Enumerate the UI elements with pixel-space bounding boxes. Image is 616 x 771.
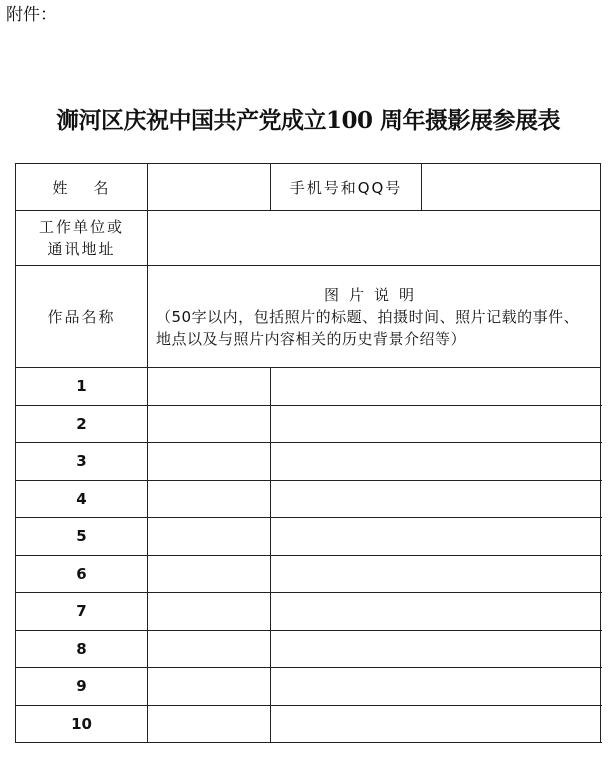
- row-number: 4: [16, 480, 148, 518]
- row-number: 7: [16, 593, 148, 631]
- phone-qq-label: 手机号和QQ号: [271, 164, 422, 211]
- table-row: [16, 668, 601, 706]
- photo-description-cell[interactable]: [271, 668, 601, 706]
- photo-description-title: 图片说明: [323, 285, 424, 304]
- phone-qq-field[interactable]: [422, 164, 601, 211]
- photo-description-cell[interactable]: [271, 555, 601, 593]
- entry-form-table: [15, 163, 601, 743]
- work-name-cell[interactable]: [148, 443, 271, 481]
- photo-description-cell[interactable]: [271, 630, 601, 668]
- photo-description-cell[interactable]: [271, 368, 601, 406]
- row-number: 8: [16, 630, 148, 668]
- table-row: [16, 480, 601, 518]
- address-label: [16, 211, 148, 266]
- table-row: [16, 443, 601, 481]
- address-field[interactable]: [148, 211, 601, 266]
- photo-description-cell[interactable]: [271, 443, 601, 481]
- work-name-cell[interactable]: [148, 518, 271, 556]
- photo-description-cell[interactable]: [271, 518, 601, 556]
- photo-description-cell[interactable]: [271, 405, 601, 443]
- work-name-cell[interactable]: [148, 668, 271, 706]
- name-label-char-1: 姓: [52, 178, 70, 197]
- page-title: 浉河区庆祝中国共产党成立100 周年摄影展参展表: [55, 107, 561, 134]
- photo-description-instructions: （50字以内，包括照片的标题、拍摄时间、照片记载的事件、地点以及与照片内容相关的历史背景介绍等）: [156, 307, 580, 348]
- work-name-cell[interactable]: [148, 405, 271, 443]
- work-name-cell[interactable]: [148, 480, 271, 518]
- name-label-char-2: 名: [93, 178, 111, 197]
- table-row: [16, 405, 601, 443]
- row-number: 6: [16, 555, 148, 593]
- work-name-header: 作品名称: [16, 266, 148, 368]
- work-name-cell[interactable]: [148, 368, 271, 406]
- photo-description-cell[interactable]: [271, 480, 601, 518]
- row-number: 3: [16, 443, 148, 481]
- photo-description-header: [148, 266, 601, 368]
- row-number: 5: [16, 518, 148, 556]
- table-row: [16, 593, 601, 631]
- table-row: [16, 705, 601, 743]
- table-row: [16, 555, 601, 593]
- address-label-line-2: 通讯地址: [47, 240, 116, 258]
- table-row: [16, 368, 601, 406]
- header-row: [16, 266, 601, 368]
- work-name-cell[interactable]: [148, 555, 271, 593]
- work-name-cell[interactable]: [148, 705, 271, 743]
- row-number: 9: [16, 668, 148, 706]
- photo-description-cell[interactable]: [271, 705, 601, 743]
- photo-description-cell[interactable]: [271, 593, 601, 631]
- table-row: [16, 630, 601, 668]
- work-name-cell[interactable]: [148, 593, 271, 631]
- row-number: 10: [16, 705, 148, 743]
- row-number: 2: [16, 405, 148, 443]
- row-number: 1: [16, 368, 148, 406]
- name-row: [16, 164, 601, 211]
- attachment-label: 附件：: [6, 5, 57, 25]
- address-row: [16, 211, 601, 266]
- name-field[interactable]: [148, 164, 271, 211]
- entry-rows: [16, 368, 601, 743]
- table-row: [16, 518, 601, 556]
- address-label-line-1: 工作单位或: [38, 218, 124, 236]
- name-label: [16, 164, 148, 211]
- work-name-cell[interactable]: [148, 630, 271, 668]
